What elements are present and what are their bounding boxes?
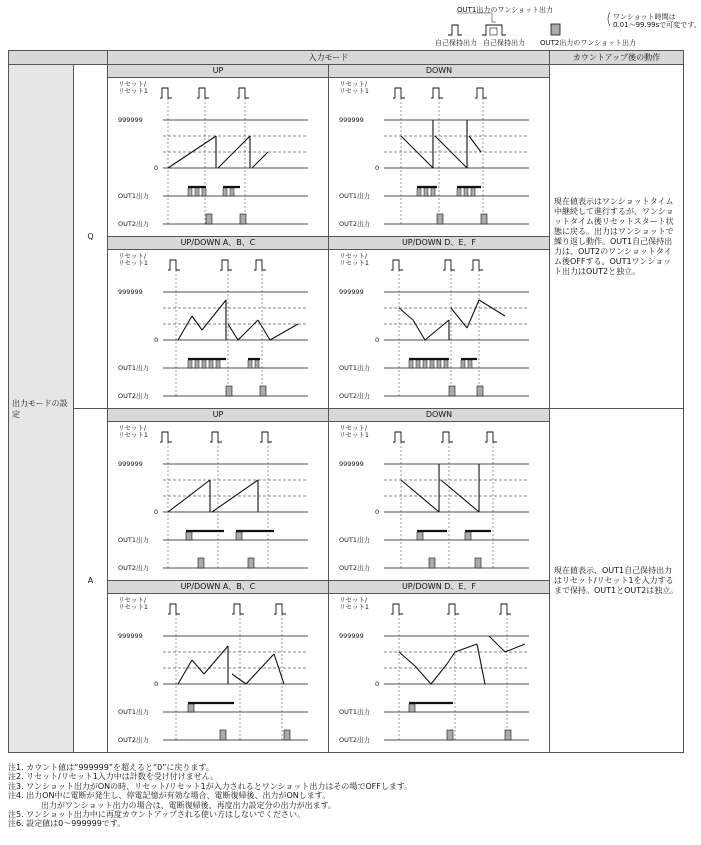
out1-pulse bbox=[188, 360, 192, 368]
reset-pulse bbox=[391, 604, 403, 614]
axis-label: 999999 bbox=[118, 288, 143, 296]
out2-pulse bbox=[260, 386, 266, 396]
col-q-updown-def: UP/DOWN D、E、F bbox=[329, 237, 550, 250]
axis-label: リセット/ bbox=[118, 252, 147, 260]
count-ramp bbox=[469, 136, 481, 152]
axis-label: 0 bbox=[375, 336, 380, 344]
axis-label: OUT1出力 bbox=[339, 536, 370, 544]
reset-pulse bbox=[499, 604, 511, 614]
reset-pulse bbox=[220, 260, 232, 270]
legend-oneshot-time-2: 0.01～99.99sで可変です。 bbox=[613, 21, 701, 29]
count-ramp bbox=[415, 666, 431, 684]
timing-diagram bbox=[108, 594, 329, 752]
row-a-label: A bbox=[74, 409, 108, 753]
axis-label: 0 bbox=[375, 164, 380, 172]
count-ramp bbox=[274, 654, 284, 684]
col-a-updown-abc: UP/DOWN A、B、C bbox=[108, 581, 329, 594]
count-ramp bbox=[204, 646, 228, 674]
out1-pulse bbox=[230, 188, 234, 196]
axis-label: 0 bbox=[154, 508, 159, 516]
axis-label: リセット1 bbox=[339, 87, 370, 95]
out1-pulse bbox=[417, 532, 423, 540]
out1-pulse bbox=[223, 188, 227, 196]
axis-label: リセット1 bbox=[339, 431, 370, 439]
reset-pulse bbox=[160, 88, 172, 98]
reset-pulse bbox=[393, 432, 405, 442]
out2-pulse bbox=[429, 558, 435, 568]
out1-pulse bbox=[431, 188, 435, 196]
axis-label: リセット/ bbox=[339, 252, 368, 260]
note-1: 注1. カウント値は“999999”を超えると“0”に戻ります。 bbox=[8, 763, 214, 772]
axis-label: 0 bbox=[375, 680, 380, 688]
axis-label: OUT2出力 bbox=[118, 736, 149, 744]
reset-pulse bbox=[431, 88, 443, 98]
out2-pulse bbox=[198, 558, 204, 568]
out1-pulse bbox=[430, 360, 434, 368]
axis-label: OUT2出力 bbox=[118, 220, 149, 228]
out1-pulse bbox=[423, 360, 427, 368]
out1-pulse bbox=[202, 188, 206, 196]
output-mode-setting-cell bbox=[9, 65, 74, 753]
axis-label: 999999 bbox=[118, 460, 143, 468]
out2-pulse bbox=[240, 214, 246, 224]
axis-label: リセット/ bbox=[339, 596, 368, 604]
reset-pulse bbox=[475, 88, 487, 98]
out1-pulse bbox=[409, 360, 413, 368]
chart-a-updown-abc bbox=[108, 594, 328, 752]
chart-a-down bbox=[329, 422, 549, 580]
axis-label: OUT2出力 bbox=[339, 736, 370, 744]
note-6: 注6. 設定値は0～999999です。 bbox=[8, 819, 126, 829]
count-ramp bbox=[202, 300, 226, 330]
count-ramp bbox=[477, 644, 485, 684]
axis-label: 999999 bbox=[118, 632, 143, 640]
axis-label: 999999 bbox=[339, 116, 364, 124]
out1-pulse bbox=[248, 360, 252, 368]
count-ramp bbox=[399, 308, 413, 320]
col-q-up: UP bbox=[108, 65, 329, 78]
axis-label: OUT2出力 bbox=[118, 392, 149, 400]
count-ramp bbox=[489, 636, 505, 652]
count-ramp bbox=[413, 320, 425, 340]
count-ramp bbox=[505, 644, 525, 652]
legend-self-hold-2: 自己保持出力 bbox=[483, 39, 525, 47]
legend-oneshot-time-1: ワンショット時間は bbox=[613, 13, 676, 21]
count-ramp bbox=[232, 674, 246, 684]
count-ramp bbox=[451, 308, 467, 328]
axis-label: OUT1出力 bbox=[118, 364, 149, 372]
out1-pulse bbox=[464, 188, 468, 196]
chart-q-down bbox=[329, 78, 549, 236]
reset-pulse bbox=[447, 604, 459, 614]
out2-pulse bbox=[477, 386, 483, 396]
out2-pulse bbox=[475, 558, 481, 568]
note-3: 注3. ワンショット出力がONの時、リセット/リセット1が入力されるとワンショット出力はその場でOFFします。 bbox=[8, 781, 413, 791]
axis-label: 999999 bbox=[339, 460, 364, 468]
count-ramp bbox=[399, 652, 415, 666]
row-q-label: Q bbox=[74, 65, 108, 409]
col-a-updown-def: UP/DOWN D、E、F bbox=[329, 581, 550, 594]
axis-label: OUT2出力 bbox=[339, 564, 370, 572]
axis-label: OUT1出力 bbox=[118, 708, 149, 716]
out2-pulse bbox=[226, 386, 232, 396]
out1-pulse bbox=[468, 360, 472, 368]
output-mode-label: 出力モードの設定 bbox=[12, 398, 68, 419]
reset-pulse bbox=[471, 260, 483, 270]
reset-pulse bbox=[237, 88, 249, 98]
axis-label: OUT1出力 bbox=[118, 192, 149, 200]
header-input-mode: 入力モード bbox=[108, 51, 550, 65]
reset-pulse bbox=[393, 88, 405, 98]
reset-pulse bbox=[210, 432, 222, 442]
out2-pulse bbox=[220, 730, 226, 740]
out1-pulse bbox=[417, 188, 421, 196]
timing-diagram bbox=[329, 594, 550, 752]
out1-pulse bbox=[471, 188, 475, 196]
axis-label: リセット1 bbox=[118, 259, 149, 267]
note-5: 注5. ワンショット出力中に再度カウントアップされる使い方はしないでください。 bbox=[8, 810, 306, 820]
out2-pulse bbox=[248, 558, 254, 568]
out1-pulse bbox=[188, 188, 192, 196]
out1-pulse bbox=[236, 532, 242, 540]
out2-pulse bbox=[206, 214, 212, 224]
reset-pulse bbox=[197, 88, 209, 98]
out1-pulse bbox=[461, 360, 465, 368]
output-legend bbox=[430, 2, 701, 48]
timing-diagram bbox=[108, 250, 329, 408]
legend-out1-oneshot: OUT1出力のワンショット出力 bbox=[457, 6, 554, 14]
out1-pulse bbox=[209, 360, 213, 368]
out1-pulse bbox=[437, 360, 441, 368]
out1-pulse bbox=[465, 532, 471, 540]
reset-pulse bbox=[441, 432, 453, 442]
out2-pulse bbox=[284, 730, 290, 740]
count-ramp bbox=[270, 324, 298, 340]
reset-pulse bbox=[485, 432, 497, 442]
col-a-up: UP bbox=[108, 409, 329, 422]
out2-pulse bbox=[505, 730, 511, 740]
axis-label: 0 bbox=[154, 336, 159, 344]
count-ramp bbox=[192, 660, 204, 674]
note-4: 注4. 出力ON中に電断が発生し、停電記憶が有効な場合、電断復帰後、出力がONします。 bbox=[8, 791, 331, 801]
count-ramp bbox=[192, 316, 202, 330]
count-ramp bbox=[246, 654, 274, 684]
timing-chart-table bbox=[8, 50, 684, 753]
count-ramp bbox=[228, 324, 238, 340]
legend-out2-oneshot: OUT2出力のワンショット出力 bbox=[540, 39, 637, 47]
axis-label: OUT2出力 bbox=[339, 220, 370, 228]
col-q-updown-abc: UP/DOWN A、B、C bbox=[108, 237, 329, 250]
axis-label: リセット1 bbox=[339, 603, 370, 611]
axis-label: リセット/ bbox=[339, 80, 368, 88]
timing-diagram bbox=[329, 78, 550, 236]
reset-pulse bbox=[168, 604, 180, 614]
out1-pulse bbox=[424, 188, 428, 196]
out1-pulse bbox=[255, 360, 259, 368]
axis-label: OUT2出力 bbox=[339, 392, 370, 400]
count-ramp bbox=[258, 320, 270, 340]
count-ramp bbox=[447, 652, 455, 664]
axis-label: リセット/ bbox=[118, 424, 147, 432]
reset-pulse bbox=[254, 260, 266, 270]
chart-q-updown-def bbox=[329, 250, 549, 408]
out1-pulse bbox=[457, 188, 461, 196]
count-ramp bbox=[467, 300, 479, 328]
notes bbox=[8, 763, 412, 829]
chart-q-up bbox=[108, 78, 328, 236]
out1-pulse bbox=[216, 360, 220, 368]
count-ramp bbox=[252, 152, 268, 168]
axis-label: リセット1 bbox=[118, 603, 149, 611]
timing-diagram bbox=[329, 250, 550, 408]
header-corner bbox=[9, 51, 108, 65]
chart-a-up bbox=[108, 422, 328, 580]
timing-diagram bbox=[108, 78, 329, 236]
out1-pulse bbox=[202, 360, 206, 368]
axis-label: 999999 bbox=[339, 288, 364, 296]
q-description: 現在値表示はワンショットタイム中継続して進行するが、ワンショットタイム後リセットスタート状態に戻る。出力はワンショットで繰り返し動作。OUT1自己保持出力は、OUT2のワンショットタイム後OFFする。OUT1ワンショット出力はOUT2と独立。 bbox=[550, 65, 684, 409]
axis-label: リセット1 bbox=[118, 87, 149, 95]
axis-label: OUT1出力 bbox=[118, 536, 149, 544]
axis-label: リセット1 bbox=[339, 259, 370, 267]
axis-label: リセット/ bbox=[118, 80, 147, 88]
out2-pulse bbox=[437, 214, 443, 224]
reset-pulse bbox=[232, 604, 244, 614]
timing-diagram bbox=[329, 422, 550, 580]
axis-label: OUT1出力 bbox=[339, 364, 370, 372]
header-after-countup: カウントアップ後の動作 bbox=[550, 51, 684, 65]
reset-pulse bbox=[168, 260, 180, 270]
out1-pulse bbox=[409, 704, 415, 712]
reset-pulse bbox=[391, 260, 403, 270]
out1-pulse bbox=[195, 360, 199, 368]
axis-label: 0 bbox=[154, 164, 159, 172]
out1-pulse bbox=[188, 704, 194, 712]
out1-pulse bbox=[186, 532, 192, 540]
axis-label: OUT1出力 bbox=[339, 708, 370, 716]
timing-diagram bbox=[108, 422, 329, 580]
out2-pulse bbox=[447, 730, 453, 740]
axis-label: リセット/ bbox=[118, 596, 147, 604]
reset-pulse bbox=[260, 432, 272, 442]
out2-pulse bbox=[481, 214, 487, 224]
count-ramp bbox=[178, 660, 192, 684]
out1-pulse bbox=[444, 360, 448, 368]
out2-pulse bbox=[449, 386, 455, 396]
reset-pulse bbox=[160, 432, 172, 442]
axis-label: リセット/ bbox=[339, 424, 368, 432]
axis-label: 999999 bbox=[118, 116, 143, 124]
a-description: 現在値表示、OUT1自己保持出力はリセット/リセット1を入力するまで保持。OUT1とOUT2は独立。 bbox=[550, 409, 684, 753]
count-ramp bbox=[178, 316, 192, 340]
reset-pulse bbox=[274, 604, 286, 614]
chart-a-updown-def bbox=[329, 594, 549, 752]
note-2: 注2. リセット/リセット1入力中は計数を受け付けません。 bbox=[8, 772, 219, 782]
chart-q-updown-abc bbox=[108, 250, 328, 408]
axis-label: 999999 bbox=[339, 632, 364, 640]
axis-label: OUT1出力 bbox=[339, 192, 370, 200]
legend-self-hold-1: 自己保持出力 bbox=[435, 39, 477, 47]
reset-pulse bbox=[443, 260, 455, 270]
axis-label: 0 bbox=[375, 508, 380, 516]
count-ramp bbox=[425, 320, 449, 340]
axis-label: リセット1 bbox=[118, 431, 149, 439]
axis-label: OUT2出力 bbox=[118, 564, 149, 572]
col-a-down: DOWN bbox=[329, 409, 550, 422]
count-ramp bbox=[455, 644, 477, 652]
count-ramp bbox=[238, 320, 258, 340]
axis-label: 0 bbox=[154, 680, 159, 688]
count-ramp bbox=[431, 664, 447, 684]
out1-pulse bbox=[195, 188, 199, 196]
note-4-cont: 出力がワンショット出力の場合は、電断復帰後、再度出力設定分の出力が出ます。 bbox=[41, 800, 336, 810]
out1-pulse bbox=[416, 360, 420, 368]
col-q-down: DOWN bbox=[329, 65, 550, 78]
